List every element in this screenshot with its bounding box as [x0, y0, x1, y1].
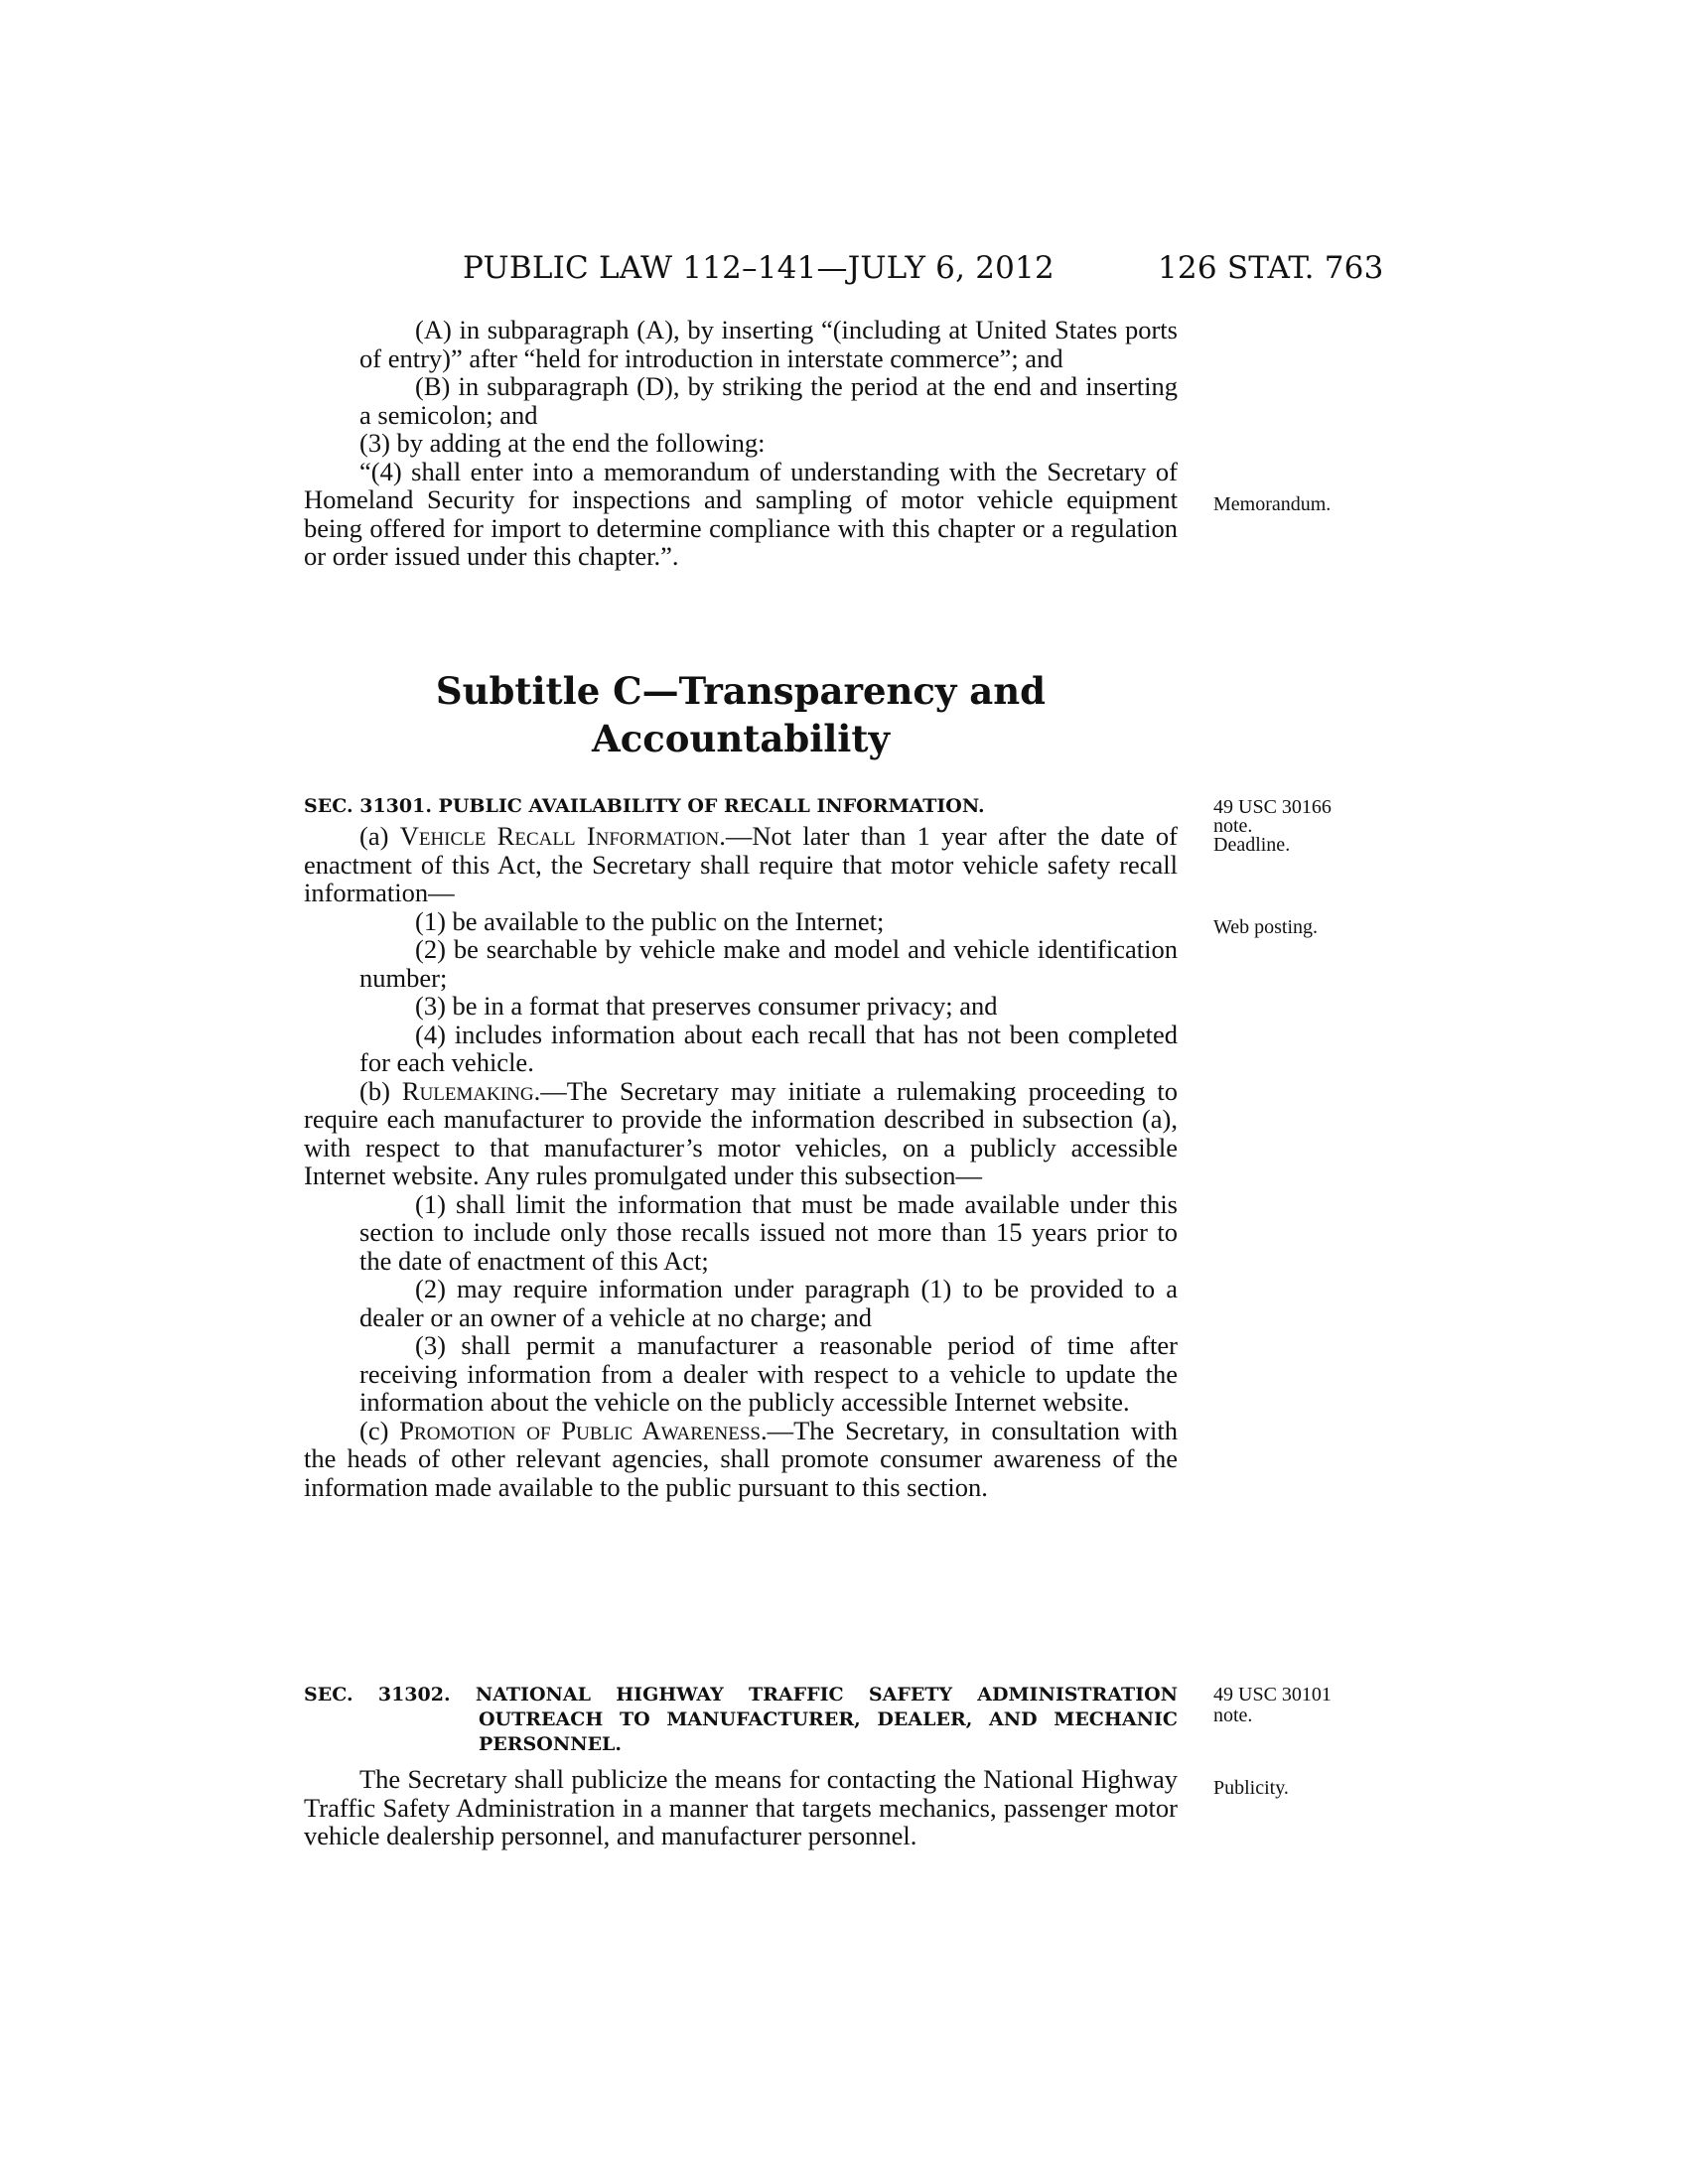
paragraph-b3: (3) shall permit a manufacturer a reasonable period of time after receiving information from a dealer with respect to a vehicle to update the information about the vehicle on the publicly accessible Internet website.	[359, 1330, 1178, 1417]
paragraph-b1: (1) shall limit the information that must be made available under this section to include only those recalls issued not more than 15 years prior to the date of enactment of this Act;	[359, 1188, 1178, 1276]
subtitle-line-2: Accountability	[592, 717, 890, 760]
subsection-c-title: Promotion of Public Awareness	[399, 1415, 761, 1445]
margin-note-deadline: Deadline.	[1213, 834, 1291, 856]
page-reference: 126 STAT. 763	[1158, 250, 1384, 286]
amendment-item-a: (A) in subparagraph (A), by inserting “(including at United States ports of entry)” after “held for introduction in interstate commerce”; and	[359, 315, 1178, 373]
subsection-a-text: .—Not later than 1 year after the date of enactment of this Act, the Secretary shall require that motor vehicle safety recall information—	[304, 821, 1178, 907]
subsection-c-label: (c)	[359, 1415, 400, 1445]
margin-note-note: note.	[1213, 815, 1253, 837]
subsection-b-title: Rulemaking	[401, 1075, 534, 1106]
subsection-b-text: .—The Secretary may initiate a rulemaking proceeding to require each manufacturer to provide the information described in subsection (a), with respect to that manufacturer’s motor vehicles, on a publicly accessible Internet website. Any rules promulgated under this subsection—	[304, 1075, 1178, 1190]
margin-note-publicity: Publicity.	[1213, 1777, 1289, 1799]
subsection-c	[304, 1417, 1178, 1502]
subsection-a-title: Vehicle Recall Information	[399, 821, 720, 851]
subsection-b	[304, 1077, 1178, 1190]
section-heading-31301: SEC. 31301. PUBLIC AVAILABILITY OF RECALL INFORMATION.	[304, 795, 985, 817]
paragraph-a3: (3) be in a format that preserves consumer privacy; and	[415, 991, 998, 1021]
subtitle-line-1: Subtitle C—Transparency and	[435, 669, 1047, 713]
margin-note-memorandum: Memorandum.	[1213, 493, 1332, 515]
running-header-title: PUBLIC LAW 112–141—JULY 6, 2012	[463, 250, 1055, 286]
paragraph-a2: (2) be searchable by vehicle make and model and vehicle identification number;	[359, 934, 1178, 993]
subsection-a-label: (a)	[359, 821, 400, 851]
quoted-paragraph-4: “(4) shall enter into a memorandum of understanding with the Secretary of Homeland Security for inspections and sampling of motor vehicle equipment being offered for import to determine compliance with this chapter or a regulation or order issued under this chapter.”.	[304, 456, 1178, 571]
paragraph-a1: (1) be available to the public on the Internet;	[415, 905, 885, 936]
paragraph-b2: (2) may require information under paragraph (1) to be provided to a dealer or an owner of a vehicle at no charge; and	[359, 1274, 1178, 1332]
margin-note-note-2: note.	[1213, 1705, 1253, 1726]
section-31302	[304, 1683, 1178, 1850]
section-31301	[304, 794, 1178, 1501]
amendment-item-b: (B) in subparagraph (D), by striking the period at the end and inserting a semicolon; and	[359, 371, 1178, 430]
margin-note-usc-30166: 49 USC 30166	[1213, 796, 1332, 818]
margin-note-usc-30101: 49 USC 30101	[1213, 1684, 1332, 1706]
subsection-b-label: (b)	[359, 1075, 402, 1106]
paragraph-a4: (4) includes information about each recall that has not been completed for each vehicle.	[359, 1019, 1178, 1077]
subsection-c-text: .—The Secretary, in consultation with the heads of other relevant agencies, shall promote consumer awareness of the information made available to the public pursuant to this section.	[304, 1415, 1178, 1502]
amendment-block	[304, 316, 1178, 571]
margin-note-web-posting: Web posting.	[1213, 916, 1319, 938]
subsection-a	[304, 822, 1178, 907]
amendment-item-3: (3) by adding at the end the following:	[359, 428, 766, 458]
section-31302-text: The Secretary shall publicize the means for contacting the National Highway Traffic Safety Administration in a manner that targets mechanics, passenger motor vehicle dealership personnel, and manufacturer personnel.	[304, 1764, 1178, 1850]
subtitle-heading	[304, 667, 1178, 762]
section-heading-31302: SEC. 31302. NATIONAL HIGHWAY TRAFFIC SAFETY ADMINISTRATION OUTREACH TO MANUFACTURER, DEALER, AND MECHANIC PERSONNEL.	[304, 1684, 1178, 1755]
